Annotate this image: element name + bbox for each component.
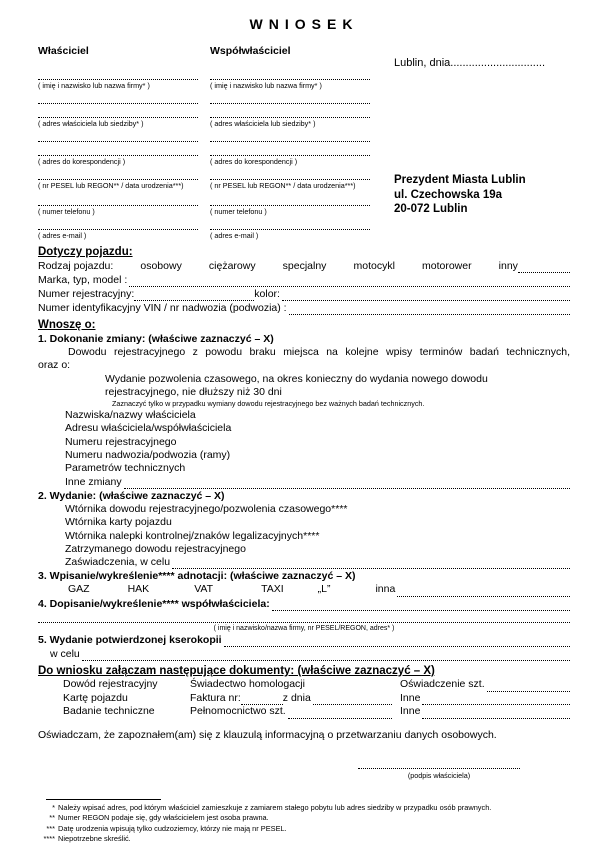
attachment-invoice-number-field[interactable] xyxy=(241,694,283,705)
coowner-phone-label: ( numer telefonu ) xyxy=(210,207,267,216)
coowner-address-field[interactable] xyxy=(210,106,370,118)
coowner-heading: Współwłaściciel xyxy=(210,45,291,57)
section5-row xyxy=(38,633,570,647)
coowner-address-field-2[interactable] xyxy=(210,130,370,142)
vehicle-section-heading: Dotyczy pojazdu: xyxy=(38,246,133,258)
section1-heading: 1. Dokonanie zmiany: (właściwe zaznaczyć – X) xyxy=(38,333,274,345)
vehicle-type-option-ciezarowy[interactable]: ciężarowy xyxy=(208,260,256,272)
section2-option-retained-reg-card[interactable]: Zatrzymanego dowodu rejestracyjnego xyxy=(65,542,246,555)
section5-purpose-field[interactable] xyxy=(82,650,570,661)
coowner-pesel-field[interactable] xyxy=(210,168,370,180)
coowner-address-label: ( adres właściciela lub siedziby* ) xyxy=(210,119,316,128)
section3-options-row xyxy=(38,583,570,596)
signature-field[interactable] xyxy=(358,757,520,769)
annotation-option-hak[interactable]: HAK xyxy=(127,583,150,596)
attachment-technical-exam[interactable]: Badanie techniczne xyxy=(63,705,155,718)
gdpr-declaration: Oświadczam, że zapoznałem(am) się z klauzulą informacyjną o przetwarzaniu danych osobowych. xyxy=(38,729,497,742)
section1-other-changes-label[interactable]: Inne zmiany xyxy=(65,475,122,488)
signature-block xyxy=(358,757,520,780)
section1-option-reg-number-change[interactable]: Numeru rejestracyjnego xyxy=(65,435,177,448)
attachment-statement-row[interactable]: Oświadczenie szt. xyxy=(400,678,570,692)
section4-sub-label: ( imię i nazwisko/nazwa firmy, nr PESEL/REGON, adres* ) xyxy=(213,624,395,632)
vehicle-vin-field[interactable] xyxy=(289,304,570,315)
vehicle-make-field[interactable] xyxy=(129,276,570,287)
coowner-pesel-label: ( nr PESEL lub REGON** / data urodzenia***) xyxy=(210,181,356,190)
vehicle-reg-field[interactable] xyxy=(134,290,254,301)
section5-purpose-label: w celu xyxy=(50,647,80,660)
coowner-mailing-address-field[interactable] xyxy=(210,144,370,156)
owner-mailing-address-field[interactable] xyxy=(38,144,198,156)
attachment-homologation[interactable]: Świadectwo homologacji xyxy=(190,677,305,690)
section2-certificate-purpose-field[interactable] xyxy=(172,558,570,569)
coowner-name-label: ( imię i nazwisko lub nazwa firmy* ) xyxy=(210,81,322,90)
vehicle-vin-label: Numer identyfikacyjny VIN / nr nadwozia (podwozia) : xyxy=(38,302,287,314)
section2-option-duplicate-vehicle-card[interactable]: Wtórnika karty pojazdu xyxy=(65,516,172,529)
attachment-other-field-1[interactable] xyxy=(422,694,570,705)
vehicle-vin-row xyxy=(38,301,570,315)
section2-certificate-row xyxy=(65,556,570,569)
owner-phone-label: ( numer telefonu ) xyxy=(38,207,95,216)
coowner-email-label: ( adres e-mail ) xyxy=(210,231,259,240)
footnote-divider xyxy=(46,799,161,800)
vehicle-type-other-field[interactable] xyxy=(518,262,570,273)
section1-temporary-permit-option[interactable]: Wydanie pozwolenia czasowego, na okres konieczny do wydania nowego dowodu rejestracyjnego, nie dłuższy niż 30 dni xyxy=(105,372,488,398)
vehicle-type-label: Rodzaj pojazdu: xyxy=(38,260,114,272)
owner-email-field[interactable] xyxy=(38,218,198,230)
signature-caption: (podpis właściciela) xyxy=(407,771,471,781)
footnote-1: * Należy wpisać adres, pod którym właściciel zamieszkuje z zamiarem stałego pobytu lub adres siedziby w przypadku osób prawnych. xyxy=(52,803,492,813)
attachment-poa-qty-field[interactable] xyxy=(288,708,392,719)
addressee-street: ul. Czechowska 19a xyxy=(394,188,503,201)
annotation-option-gaz[interactable]: GAZ xyxy=(68,583,90,596)
section1-other-changes-row xyxy=(65,476,570,489)
attachment-invoice-row[interactable]: Faktura nr: z dnia xyxy=(190,692,400,706)
section5-copy-field[interactable] xyxy=(224,636,570,647)
annotation-option-vat[interactable]: VAT xyxy=(194,583,214,596)
vehicle-type-option-motocykl[interactable]: motocykl xyxy=(353,260,395,272)
parties-header-section xyxy=(38,45,570,242)
section1-other-changes-field[interactable] xyxy=(124,478,570,489)
vehicle-color-field[interactable] xyxy=(282,290,570,301)
annotation-option-taxi[interactable]: TAXI xyxy=(261,583,284,596)
date-field[interactable]: Lublin, dnia............................... xyxy=(394,57,546,69)
section3-heading: 3. Wpisanie/wykreślenie**** adnotacji: (właściwe zaznaczyć – X) xyxy=(38,570,356,583)
owner-pesel-field[interactable] xyxy=(38,168,198,180)
attachment-other-row-2[interactable]: Inne xyxy=(400,705,570,719)
footnotes xyxy=(38,803,570,844)
vehicle-reg-row xyxy=(38,287,570,301)
section2-option-duplicate-sticker[interactable]: Wtórnika nalepki kontrolnej/znaków legalizacyjnych**** xyxy=(65,529,320,542)
attachments-table xyxy=(63,678,570,719)
vehicle-make-row xyxy=(38,273,570,287)
owner-name-field[interactable] xyxy=(38,68,198,80)
footnote-2: ** Numer REGON podaje się, gdy właścicielem jest osoba prawna. xyxy=(49,813,269,823)
section4-coowner-field-2[interactable] xyxy=(38,611,570,623)
coowner-name-field-2[interactable] xyxy=(210,92,370,104)
section2-option-duplicate-reg-card[interactable]: Wtórnika dowodu rejestracyjnego/pozwolenia czasowego**** xyxy=(65,502,348,515)
addressee-name: Prezydent Miasta Lublin xyxy=(394,174,526,186)
attachment-vehicle-card[interactable]: Kartę pojazdu xyxy=(63,691,128,704)
owner-column xyxy=(38,45,198,242)
attachment-other-field-2[interactable] xyxy=(422,708,570,719)
footnote-3: *** Datę urodzenia wpisują tylko cudzoziemcy, którzy nie mają nr PESEL. xyxy=(46,823,287,833)
section1-para1-line2: oraz o: xyxy=(38,359,71,372)
owner-address-field-2[interactable] xyxy=(38,130,198,142)
section1-para1-line1: Dowodu rejestracyjnego z powodu braku miejsca na kolejne wpisy terminów badań technicznych, xyxy=(68,346,570,358)
section2-certificate-label[interactable]: Zaświadczenia, w celu xyxy=(65,556,171,569)
annotation-other-field[interactable] xyxy=(397,586,570,597)
vehicle-type-option-specjalny[interactable]: specjalny xyxy=(282,260,327,272)
section4-heading: 4. Dopisanie/wykreślenie**** współwłaściciela: xyxy=(38,597,270,610)
section5-purpose-row xyxy=(50,647,570,661)
addressee-block xyxy=(370,45,570,242)
coowner-email-field[interactable] xyxy=(210,218,370,230)
section4-coowner-field[interactable] xyxy=(272,600,570,611)
vehicle-type-option-inny[interactable]: inny xyxy=(499,259,570,273)
attachment-power-of-attorney-row[interactable]: Pełnomocnictwo szt. xyxy=(190,705,400,719)
section2-heading: 2. Wydanie: (właściwe zaznaczyć – X) xyxy=(38,489,225,502)
section4-row xyxy=(38,597,570,611)
attachment-invoice-date-field[interactable] xyxy=(313,694,392,705)
vehicle-type-option-motorower[interactable]: motorower xyxy=(421,260,472,272)
section1-option-technical-params[interactable]: Parametrów technicznych xyxy=(65,462,186,475)
owner-name-field-2[interactable] xyxy=(38,92,198,104)
attachments-heading: Do wniosku załączam następujące dokumenty: (właściwe zaznaczyć – X) xyxy=(38,664,435,677)
owner-address-field[interactable] xyxy=(38,106,198,118)
coowner-mailing-address-label: ( adres do korespondencji ) xyxy=(210,157,298,166)
section1-option-address-change[interactable]: Adresu właściciela/współwłaściciela xyxy=(65,422,232,435)
section1-option-vin-change[interactable]: Numeru nadwozia/podwozia (ramy) xyxy=(65,449,231,462)
section1-option-name-change[interactable]: Nazwiska/nazwy właściciela xyxy=(65,409,196,422)
footnote-4: **** Niepotrzebne skreślić. xyxy=(43,833,131,843)
form-title: WNIOSEK xyxy=(249,16,359,32)
owner-email-label: ( adres e-mail ) xyxy=(38,231,87,240)
coowner-name-field[interactable] xyxy=(210,68,370,80)
section5-heading: 5. Wydanie potwierdzonej kserokopii xyxy=(38,633,222,646)
owner-name-label: ( imię i nazwisko lub nazwa firmy* ) xyxy=(38,81,150,90)
vehicle-type-option-osobowy[interactable]: osobowy xyxy=(140,260,182,272)
section1-note: Zaznaczyć tylko w przypadku wymiany dowodu rejestracyjnego bez ważnych badań technicznych. xyxy=(112,399,425,409)
annotation-option-l[interactable]: „L” xyxy=(317,583,331,596)
attachment-statement-qty-field[interactable] xyxy=(487,681,570,692)
annotation-option-other[interactable]: inna xyxy=(375,583,570,596)
addressee-city: 20-072 Lublin xyxy=(394,203,468,215)
owner-pesel-label: ( nr PESEL lub REGON** / data urodzenia***) xyxy=(38,181,184,190)
attachment-reg-card[interactable]: Dowód rejestracyjny xyxy=(63,677,158,690)
party-columns xyxy=(38,45,370,242)
attachment-other-row-1[interactable]: Inne xyxy=(400,692,570,706)
owner-mailing-address-label: ( adres do korespondencji ) xyxy=(38,157,126,166)
owner-address-label: ( adres właściciela lub siedziby* ) xyxy=(38,119,144,128)
vehicle-color-label: kolor: xyxy=(254,288,280,300)
coowner-column xyxy=(210,45,370,242)
owner-heading: Właściciel xyxy=(38,45,89,57)
vehicle-make-label: Marka, typ, model : xyxy=(38,274,128,286)
vehicle-reg-label: Numer rejestracyjny: xyxy=(38,288,135,300)
coowner-phone-field[interactable] xyxy=(210,194,370,206)
owner-phone-field[interactable] xyxy=(38,194,198,206)
addressee xyxy=(394,173,570,217)
request-section-heading: Wnoszę o: xyxy=(38,319,96,331)
vehicle-type-row xyxy=(38,259,570,273)
